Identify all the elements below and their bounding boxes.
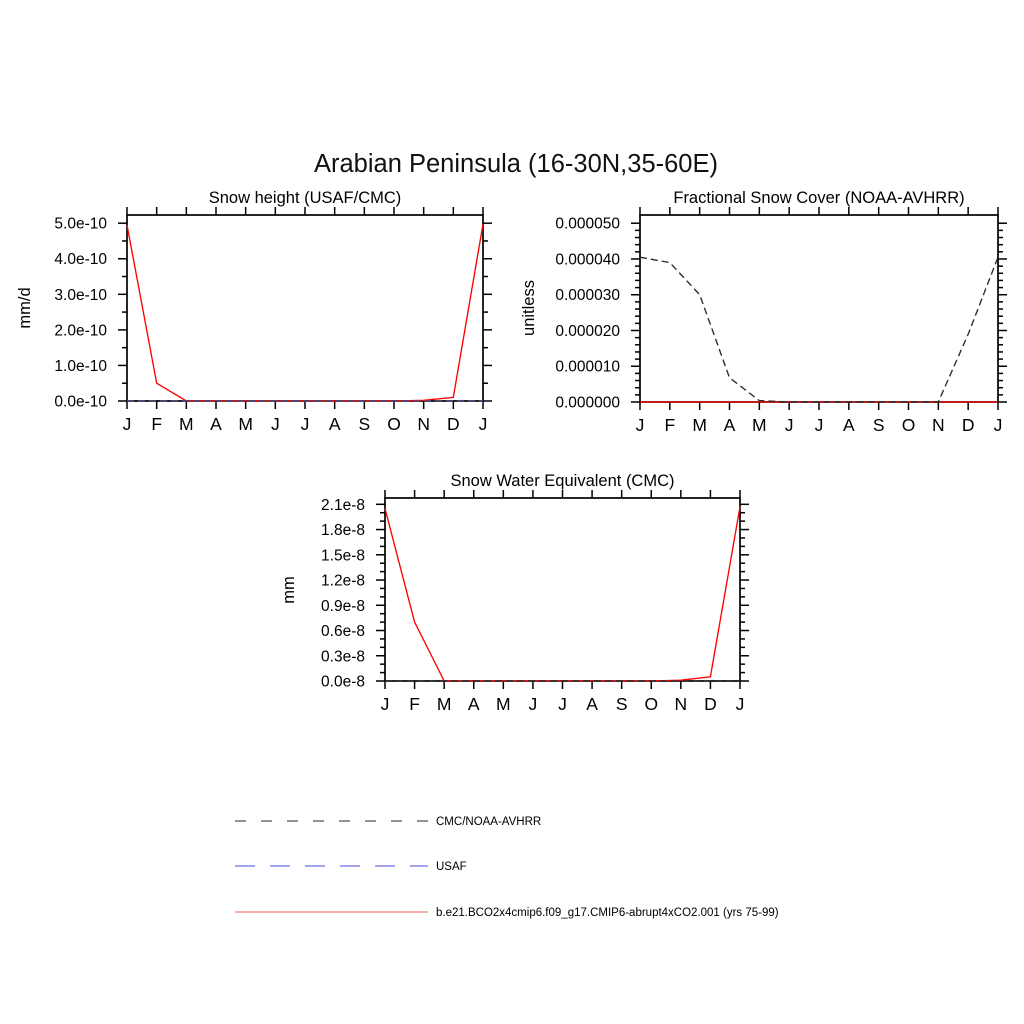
x-tick-label: F [409,694,420,714]
x-tick-label: S [358,414,371,434]
x-tick-label: J [270,414,280,434]
y-tick-label: 2.1e-8 [321,496,365,514]
model-line [127,224,483,401]
x-tick-label: O [644,694,659,714]
x-tick-label: O [901,415,916,435]
x-tick-label: D [961,415,975,435]
legend-label: USAF [436,861,467,873]
x-tick-label: S [872,415,885,435]
x-tick-label: A [842,415,855,435]
x-tick-label: N [417,414,430,434]
legend-entry-2 [235,861,467,873]
chart-panel-2 [520,189,1007,435]
legend-label: CMC/NOAA-AVHRR [436,816,542,828]
x-tick-label: J [735,694,745,714]
y-tick-label: 0.9e-8 [321,597,365,615]
x-tick-label: S [615,694,628,714]
y-tick-label: 1.5e-8 [321,547,365,565]
tick-marks [376,490,749,689]
x-tick-label: D [447,414,460,434]
y-tick-label: 1.2e-8 [321,572,365,590]
y-tick-label: 0.000040 [555,251,620,269]
figure-title: Arabian Peninsula (16-30N,35-60E) [314,150,718,178]
x-tick-label: A [328,414,341,434]
y-tick-label: 3.0e-10 [54,286,107,304]
y-tick-label: 5.0e-10 [54,215,107,233]
x-tick-label: F [151,414,163,434]
chart-title: Snow Water Equivalent (CMC) [450,472,675,490]
x-tick-label: O [387,414,401,434]
y-tick-label: 0.000020 [555,322,620,340]
y-tick-label: 1.0e-10 [54,357,107,375]
x-tick-label: N [674,694,688,714]
y-tick-label: 0.3e-8 [321,648,365,666]
model-line [385,507,740,681]
tick-marks [631,207,1007,410]
x-tick-label: J [380,694,390,714]
chart-title: Fractional Snow Cover (NOAA-AVHRR) [673,189,965,207]
x-tick-label: M [692,415,707,435]
y-tick-label: 2.0e-10 [54,322,107,340]
chart-title: Snow height (USAF/CMC) [208,189,402,207]
x-tick-label: J [300,414,310,434]
x-tick-label: M [436,694,452,714]
chart-panel-3 [280,472,749,714]
y-tick-label: 0.0e-8 [321,673,365,691]
legend-entry-3 [235,907,779,919]
plot-border [127,215,483,401]
x-tick-label: D [704,694,717,714]
plot-border [385,498,740,681]
x-tick-label: J [478,414,488,434]
y-axis-label: mm/d [16,287,34,329]
x-tick-label: N [932,415,945,435]
x-tick-label: J [814,415,824,435]
y-tick-label: 0.000030 [555,287,620,305]
x-tick-label: J [784,415,794,435]
y-tick-label: 0.6e-8 [321,623,365,641]
x-tick-label: A [723,415,736,435]
tick-marks [118,207,492,409]
legend-label: b.e21.BCO2x4cmip6.f09_g17.CMIP6-abrupt4xCO2.001 (yrs 75-99) [436,907,779,919]
x-tick-label: J [122,414,132,434]
x-tick-label: J [635,415,645,435]
y-axis-label: unitless [520,280,538,336]
y-tick-label: 4.0e-10 [54,251,107,269]
x-tick-label: A [586,694,598,714]
y-tick-label: 0.000050 [555,215,620,233]
x-tick-label: M [238,414,253,434]
legend-entry-1 [235,816,541,828]
y-axis-label: mm [280,576,298,604]
plot-border [640,215,998,402]
x-tick-label: J [528,694,538,714]
x-tick-label: A [210,414,222,434]
y-tick-label: 0.0e-10 [54,393,107,411]
obs-line [640,257,998,402]
chart-panel-1 [16,189,492,434]
x-tick-label: M [496,694,511,714]
y-tick-label: 0.000010 [555,358,620,376]
x-tick-label: F [664,415,676,435]
x-tick-label: J [993,415,1003,435]
x-tick-label: A [467,694,480,714]
x-tick-label: M [752,415,767,435]
y-tick-label: 0.000000 [555,394,620,412]
y-tick-label: 1.8e-8 [321,522,365,540]
x-tick-label: M [179,414,194,434]
x-tick-label: J [558,694,567,714]
